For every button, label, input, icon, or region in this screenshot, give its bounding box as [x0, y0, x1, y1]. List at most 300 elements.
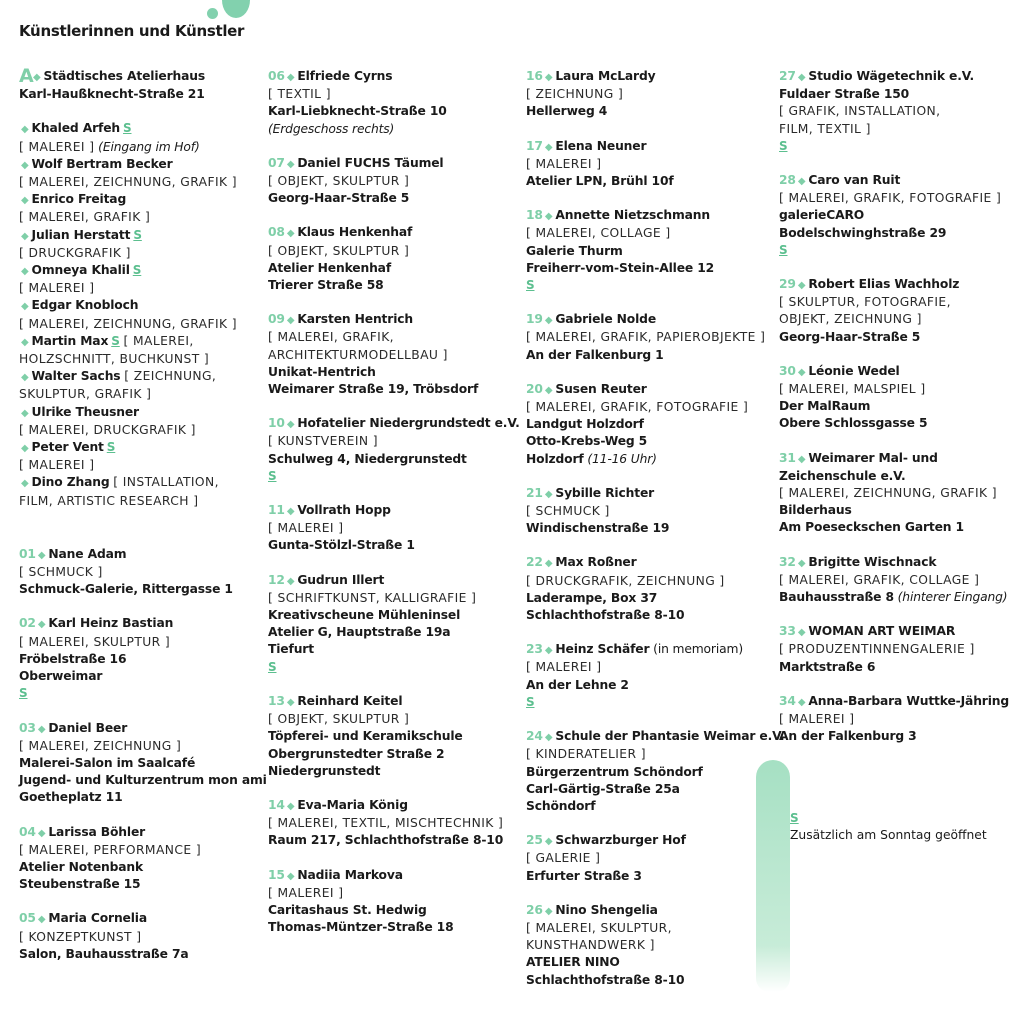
- entry-number: 13: [268, 693, 285, 708]
- artist-entry-12: [268, 572, 516, 676]
- artist-category: [ MALEREI ]: [268, 521, 344, 536]
- artist-address: Weimarer Straße 19, Tröbsdorf: [268, 382, 479, 397]
- artist-entry-15: [268, 867, 516, 937]
- artist-entry-28: [779, 172, 1009, 259]
- diamond-icon: ◆: [797, 176, 806, 188]
- entry-number: 19: [526, 312, 543, 327]
- artist-category: [ MALEREI, GRAFIK, PAPIEROBJEKTE ]: [526, 330, 766, 345]
- artist-category: [ MALEREI ]: [779, 712, 855, 727]
- artist-address: Marktstraße 6: [779, 659, 876, 674]
- entry-number: 05: [19, 911, 36, 926]
- diamond-icon: ◆: [544, 836, 553, 848]
- artist-address: Oberweimar: [19, 669, 103, 684]
- artist-entry-13: [268, 693, 516, 780]
- artist-category: [ MALEREI, SKULPTUR,: [526, 920, 672, 935]
- entry-number: 17: [526, 138, 543, 153]
- diamond-icon: ◆: [21, 443, 29, 455]
- entry-number: 08: [268, 225, 285, 240]
- artist-name: Dino Zhang: [31, 475, 110, 490]
- artist-category: [ OBJEKT, SKULPTUR ]: [268, 243, 410, 258]
- artist-address: Schöndorf: [526, 798, 596, 813]
- diamond-icon: ◆: [544, 558, 553, 570]
- artist-entry-27: [779, 68, 1009, 155]
- artist-category: SKULPTUR, GRAFIK ]: [19, 387, 152, 402]
- diamond-icon: ◆: [21, 159, 29, 171]
- entry-number: 10: [268, 416, 285, 431]
- artist-name: Peter Vent: [31, 440, 104, 455]
- artist-category: [ MALEREI, GRAFIK,: [268, 330, 394, 345]
- artist-address: An der Falkenburg 1: [526, 347, 664, 362]
- entry-number: 11: [268, 503, 285, 518]
- entry-number: 22: [526, 555, 543, 570]
- diamond-icon: ◆: [286, 419, 295, 431]
- artist-name: Eva-Maria König: [297, 797, 408, 812]
- column-4: [779, 68, 1009, 763]
- artist-address: Bodelschwinghstraße 29: [779, 225, 947, 240]
- artist-entry-20: [526, 381, 774, 468]
- diamond-icon: ◆: [21, 230, 29, 242]
- artist-entry-22: [526, 554, 774, 624]
- entry-number: 20: [526, 381, 543, 396]
- artist-name: Elena Neuner: [555, 138, 647, 153]
- artist-name: Hofatelier Niedergrundstedt e.V.: [297, 416, 520, 431]
- entry-number: 25: [526, 833, 543, 848]
- artist-name: Khaled Arfeh: [31, 121, 120, 136]
- artist-list: [19, 120, 254, 509]
- diamond-icon: ◆: [286, 72, 295, 83]
- sunday-icon: S: [526, 694, 535, 709]
- artist-name: Daniel FUCHS Täumel: [297, 155, 444, 170]
- artist-name: Nane Adam: [48, 546, 127, 561]
- artist-name: Elfriede Cyrns: [297, 69, 393, 83]
- entry-number: 28: [779, 173, 796, 188]
- artist-name: Léonie Wedel: [808, 363, 900, 378]
- artist-entry-30: [779, 363, 1009, 433]
- artist-entry-16: [526, 68, 774, 121]
- artist-entry-06: [268, 68, 516, 138]
- entry-number: 34: [779, 693, 796, 708]
- artist-note: (Eingang im Hof): [98, 139, 200, 154]
- artist-category: [ ZEICHNUNG,: [124, 369, 217, 384]
- artist-note: (Erdgeschoss rechts): [268, 121, 395, 136]
- diamond-icon: ◆: [286, 800, 295, 812]
- artist-category: [ KUNSTVEREIN ]: [268, 434, 378, 449]
- entry-number: 30: [779, 363, 796, 378]
- artist-entry-26: [526, 902, 774, 989]
- artist-category: [ OBJEKT, SKULPTUR ]: [268, 174, 410, 189]
- artist-address: Schmuck-Galerie, Rittergasse 1: [19, 582, 233, 597]
- diamond-icon: ◆: [286, 158, 295, 170]
- atelierhaus-entry: [19, 65, 254, 103]
- artist-name: Susen Reuter: [555, 381, 647, 396]
- entry-number: 07: [268, 155, 285, 170]
- artist-address: Jugend- und Kulturzentrum mon ami: [19, 773, 267, 788]
- artist-category: [ MALEREI ]: [19, 458, 95, 473]
- artist-category: [ MALEREI, ZEICHNUNG, GRAFIK ]: [19, 316, 237, 331]
- artist-name: Enrico Freitag: [31, 192, 127, 207]
- artist-category: OBJEKT, ZEICHNUNG ]: [779, 312, 922, 327]
- entry-number: 33: [779, 624, 796, 639]
- legend: [790, 810, 987, 844]
- green-brush-stroke: [756, 760, 790, 992]
- artist-category: [ PRODUZENTINNENGALERIE ]: [779, 642, 975, 657]
- artist-category: [ OBJEKT, SKULPTUR ]: [268, 712, 410, 727]
- artist-address: Niedergrunstedt: [268, 763, 381, 778]
- diamond-icon: ◆: [37, 549, 46, 561]
- column-1: [19, 65, 267, 980]
- artist-address: Windischenstraße 19: [526, 521, 670, 536]
- artist-address: galerieCARO: [779, 208, 865, 223]
- artist-category: [ MALEREI ]: [526, 156, 602, 171]
- diamond-icon: ◆: [21, 407, 29, 419]
- artist-name: Edgar Knobloch: [31, 298, 139, 313]
- legend-text: Zusätzlich am Sonntag geöffnet: [790, 828, 987, 842]
- artist-address: Galerie Thurm: [526, 243, 623, 258]
- artist-address: Fröbelstraße 16: [19, 651, 127, 666]
- sunday-icon: S: [19, 686, 28, 701]
- artist-entry-31: [779, 450, 1009, 537]
- sunday-icon: S: [123, 121, 132, 136]
- artist-category: [ INSTALLATION,: [113, 475, 219, 490]
- diamond-icon: ◆: [33, 72, 41, 83]
- artist-category: ARCHITEKTURMODELLBAU ]: [268, 347, 448, 362]
- artist-entry-07: [268, 155, 516, 208]
- artist-category: [ MALEREI, COLLAGE ]: [526, 226, 671, 241]
- artist-category: [ MALEREI, GRAFIK, COLLAGE ]: [779, 572, 980, 587]
- artist-address: Georg-Haar-Straße 5: [268, 191, 410, 206]
- artist-address: Atelier G, Hauptstraße 19a: [268, 625, 451, 640]
- diamond-icon: ◆: [797, 696, 806, 708]
- artist-address: ATELIER NINO: [526, 955, 620, 970]
- column-2: [268, 68, 520, 953]
- artist-entry-08: [268, 224, 516, 294]
- artist-name: Klaus Henkenhaf: [297, 225, 413, 240]
- artist-name: Karsten Hentrich: [297, 312, 414, 327]
- artist-address: Kreativscheune Mühleninsel: [268, 608, 461, 623]
- artist-address: Töpferei- und Keramikschule: [268, 729, 463, 744]
- entry-number: 32: [779, 554, 796, 569]
- artist-address: Holzdorf: [526, 451, 584, 466]
- diamond-icon: ◆: [21, 124, 29, 136]
- artist-name: Zeichenschule e.V.: [779, 468, 906, 483]
- entry-number: 23: [526, 642, 543, 657]
- artist-entry-17: [526, 138, 774, 191]
- artist-category: [ MALEREI, ZEICHNUNG ]: [19, 738, 182, 753]
- diamond-icon: ◆: [544, 732, 553, 744]
- diamond-icon: ◆: [544, 211, 553, 223]
- artist-address: An der Lehne 2: [526, 677, 629, 692]
- artist-category: [ SCHMUCK ]: [19, 565, 103, 580]
- artist-entry-32: [779, 554, 1009, 607]
- artist-category: [ KINDERATELIER ]: [526, 747, 646, 762]
- sunday-icon: S: [132, 263, 142, 278]
- diamond-icon: ◆: [286, 575, 295, 587]
- artist-address: Raum 217, Schlachthofstraße 8-10: [268, 833, 504, 848]
- diamond-icon: ◆: [544, 72, 553, 83]
- diamond-icon: ◆: [797, 280, 806, 292]
- sunday-icon: S: [790, 811, 799, 825]
- artist-address: Otto-Krebs-Weg 5: [526, 434, 648, 449]
- entry-number: 18: [526, 208, 543, 223]
- entry-number: 15: [268, 867, 285, 882]
- entry-number: 24: [526, 729, 543, 744]
- artist-category: [ ZEICHNUNG ]: [526, 87, 624, 102]
- diamond-icon: ◆: [797, 453, 806, 465]
- artist-address: Bilderhaus: [779, 503, 852, 518]
- artist-address: Trierer Straße 58: [268, 278, 384, 293]
- entry-number: 06: [268, 69, 285, 83]
- artist-address: Carl-Gärtig-Straße 25a: [526, 781, 680, 796]
- diamond-icon: ◆: [544, 141, 553, 153]
- entry-number: 09: [268, 312, 285, 327]
- diamond-icon: ◆: [286, 506, 295, 518]
- artist-category: [ DRUCKGRAFIK ]: [19, 245, 131, 260]
- artist-name: Larissa Böhler: [48, 824, 146, 839]
- entry-number: 26: [526, 902, 543, 917]
- artist-address: Schlachthofstraße 8-10: [526, 608, 685, 623]
- venue-address: Karl-Haußknecht-Straße 21: [19, 87, 205, 102]
- artist-address: Atelier LPN, Brühl 10f: [526, 174, 674, 189]
- artist-name: Studio Wägetechnik e.V.: [808, 69, 975, 83]
- sunday-icon: S: [106, 440, 116, 455]
- diamond-icon: ◆: [37, 723, 46, 735]
- artist-category: [ MALEREI, ZEICHNUNG, GRAFIK ]: [19, 175, 237, 190]
- artist-entry-03: [19, 720, 267, 807]
- artist-name: Ulrike Theusner: [31, 404, 139, 419]
- diamond-icon: ◆: [544, 315, 553, 327]
- artist-entry-05: [19, 910, 254, 963]
- artist-name: Anna-Barbara Wuttke-Jähring: [808, 693, 1010, 708]
- artist-entry-04: [19, 824, 254, 894]
- artist-address: Schlachthofstraße 8-10: [526, 972, 685, 987]
- artist-category: [ MALEREI, ZEICHNUNG, GRAFIK ]: [779, 486, 997, 501]
- artist-address: Caritashaus St. Hedwig: [268, 902, 427, 917]
- sunday-icon: S: [268, 468, 277, 483]
- entry-number: 31: [779, 450, 796, 465]
- artist-name: Laura McLardy: [555, 69, 656, 83]
- artist-category: [ MALEREI, GRAFIK ]: [19, 210, 151, 225]
- artist-entry-09: [268, 311, 516, 398]
- artist-address: Bürgerzentrum Schöndorf: [526, 764, 703, 779]
- green-blob-decoration: [207, 8, 218, 19]
- artist-name: Schwarzburger Hof: [555, 833, 686, 848]
- diamond-icon: ◆: [797, 72, 806, 83]
- artist-address: Tiefurt: [268, 642, 314, 657]
- diamond-icon: ◆: [286, 696, 295, 708]
- artist-category: KUNSTHANDWERK ]: [526, 938, 655, 953]
- artist-address: Obergrunstedter Straße 2: [268, 746, 445, 761]
- sunday-icon: S: [268, 659, 277, 674]
- green-blob-decoration: [222, 0, 250, 18]
- diamond-icon: ◆: [21, 372, 29, 384]
- artist-name: Annette Nietzschmann: [555, 208, 710, 223]
- artist-name: Weimarer Mal- und: [808, 450, 938, 465]
- artist-name: Wolf Bertram Becker: [31, 156, 173, 171]
- entry-number: 02: [19, 616, 36, 631]
- artist-category: [ MALEREI,: [123, 333, 194, 348]
- diamond-icon: ◆: [797, 557, 806, 569]
- page-title: Künstlerinnen und Künstler: [19, 22, 245, 40]
- diamond-icon: ◆: [544, 488, 553, 500]
- artist-category: [ MALEREI, TEXTIL, MISCHTECHNIK ]: [268, 816, 504, 831]
- artist-category: [ MALEREI, GRAFIK, FOTOGRAFIE ]: [526, 400, 749, 415]
- artist-category: [ DRUCKGRAFIK, ZEICHNUNG ]: [526, 573, 725, 588]
- artist-name: Daniel Beer: [48, 720, 128, 735]
- artist-name: Walter Sachs: [31, 369, 121, 384]
- diamond-icon: ◆: [21, 266, 29, 278]
- sunday-icon: S: [526, 278, 535, 293]
- artist-name: Heinz Schäfer: [555, 642, 650, 657]
- artist-category: [ GRAFIK, INSTALLATION,: [779, 104, 941, 119]
- artist-category: [ SCHMUCK ]: [526, 504, 610, 519]
- artist-name: Karl Heinz Bastian: [48, 616, 174, 631]
- entry-number: 27: [779, 69, 796, 83]
- artist-name: Sybille Richter: [555, 485, 655, 500]
- artist-entry-34: [779, 693, 1009, 746]
- artist-name: Reinhard Keitel: [297, 693, 403, 708]
- sunday-icon: S: [111, 333, 120, 348]
- artist-name: Martin Max: [31, 333, 109, 348]
- artist-category: [ MALEREI, SKULPTUR ]: [19, 634, 171, 649]
- artist-name: Schule der Phantasie Weimar e.V.: [555, 729, 785, 744]
- artist-category: [ MALEREI ]: [526, 660, 602, 675]
- artist-address: Salon, Bauhausstraße 7a: [19, 946, 189, 961]
- artist-entry-23: [526, 641, 774, 711]
- artist-category: [ MALEREI ]: [19, 139, 95, 154]
- artist-category: [ MALEREI ]: [268, 885, 344, 900]
- artist-name: Gudrun Illert: [297, 572, 385, 587]
- artist-address: Thomas-Müntzer-Straße 18: [268, 920, 454, 935]
- diamond-icon: ◆: [286, 870, 295, 882]
- artist-address: Fuldaer Straße 150: [779, 87, 910, 102]
- entry-number: 12: [268, 572, 285, 587]
- artist-entry-21: [526, 485, 774, 538]
- artist-address: Gunta-Stölzl-Straße 1: [268, 538, 415, 553]
- artist-name: Maria Cornelia: [48, 911, 148, 926]
- artist-address: Goetheplatz 11: [19, 790, 123, 805]
- artist-name: Vollrath Hopp: [297, 503, 391, 518]
- artist-note: (11-16 Uhr): [587, 451, 657, 466]
- entry-number: 29: [779, 277, 796, 292]
- artist-address: Atelier Notenbank: [19, 859, 144, 874]
- artist-entry-01: [19, 546, 254, 599]
- entry-number: 01: [19, 546, 36, 561]
- column-3: [526, 68, 785, 1006]
- artist-category: [ MALEREI, DRUCKGRAFIK ]: [19, 422, 196, 437]
- artist-name: Omneya Khalil: [31, 263, 130, 278]
- artist-address: Malerei-Salon im Saalcafé: [19, 755, 196, 770]
- artist-category: [ TEXTIL ]: [268, 87, 331, 102]
- artist-address: An der Falkenburg 3: [779, 729, 917, 744]
- diamond-icon: ◆: [21, 195, 29, 207]
- diamond-icon: ◆: [37, 827, 46, 839]
- artist-entry-18: [526, 207, 774, 294]
- artist-address: Unikat-Hentrich: [268, 364, 376, 379]
- artist-address: Der MalRaum: [779, 399, 871, 414]
- artist-entry-25: [526, 832, 774, 885]
- artist-category: [ SCHRIFTKUNST, KALLIGRAFIE ]: [268, 590, 477, 605]
- artist-entry-02: [19, 615, 254, 702]
- artist-category: [ MALEREI, MALSPIEL ]: [779, 382, 926, 397]
- artist-note: (hinterer Eingang): [897, 590, 1008, 605]
- sunday-icon: S: [779, 242, 788, 257]
- sunday-icon: S: [779, 138, 788, 153]
- artist-entry-33: [779, 623, 1009, 676]
- diamond-icon: ◆: [286, 228, 295, 240]
- artist-name: Nino Shengelia: [555, 902, 658, 917]
- artist-category: HOLZSCHNITT, BUCHKUNST ]: [19, 352, 210, 367]
- artist-entry-10: [268, 415, 520, 485]
- diamond-icon: ◆: [797, 366, 806, 378]
- artist-entry-24: [526, 728, 785, 815]
- entry-number: 03: [19, 720, 36, 735]
- artist-address: Schulweg 4, Niedergrunstedt: [268, 451, 467, 466]
- artist-name: WOMAN ART WEIMAR: [808, 624, 956, 639]
- artist-name: Caro van Ruit: [808, 173, 901, 188]
- artist-address: Am Poeseckschen Garten 1: [779, 520, 964, 535]
- artist-entry-14: [268, 797, 516, 850]
- artist-category: FILM, ARTISTIC RESEARCH ]: [19, 493, 199, 508]
- diamond-icon: ◆: [286, 315, 295, 327]
- artist-category: [ SKULPTUR, FOTOGRAFIE,: [779, 295, 951, 310]
- artist-name: Nadiia Markova: [297, 867, 403, 882]
- artist-entry-11: [268, 502, 516, 555]
- artist-entry-19: [526, 311, 774, 364]
- artist-address: Georg-Haar-Straße 5: [779, 329, 921, 344]
- artist-category: [ KONZEPTKUNST ]: [19, 929, 142, 944]
- artist-name: Julian Herstatt: [31, 227, 131, 242]
- diamond-icon: ◆: [544, 645, 553, 657]
- venue-name: Städtisches Atelierhaus: [43, 69, 206, 83]
- diamond-icon: ◆: [544, 384, 553, 396]
- artist-name: Robert Elias Wachholz: [808, 277, 960, 292]
- artist-address: Landgut Holzdorf: [526, 417, 644, 432]
- diamond-icon: ◆: [37, 914, 46, 926]
- artist-note: (in memoriam): [653, 642, 743, 657]
- diamond-icon: ◆: [544, 905, 553, 917]
- entry-number: 04: [19, 824, 36, 839]
- artist-name: Brigitte Wischnack: [808, 554, 937, 569]
- artist-entry-29: [779, 276, 1009, 346]
- entry-number: 16: [526, 69, 543, 83]
- artist-name: Gabriele Nolde: [555, 312, 657, 327]
- artist-category: [ MALEREI ]: [19, 281, 95, 296]
- diamond-icon: ◆: [797, 627, 806, 639]
- artist-address: Hellerweg 4: [526, 104, 608, 119]
- artist-address: Karl-Liebknecht-Straße 10: [268, 104, 447, 119]
- diamond-icon: ◆: [21, 336, 29, 348]
- entry-number: 21: [526, 485, 543, 500]
- artist-category: [ MALEREI, GRAFIK, FOTOGRAFIE ]: [779, 191, 1002, 206]
- diamond-icon: ◆: [21, 478, 29, 490]
- diamond-icon: ◆: [37, 619, 46, 631]
- sunday-icon: S: [133, 227, 142, 242]
- artist-category: [ GALERIE ]: [526, 851, 601, 866]
- artist-address: Atelier Henkenhaf: [268, 260, 392, 275]
- artist-address: Erfurter Straße 3: [526, 868, 642, 883]
- artist-category: FILM, TEXTIL ]: [779, 121, 871, 136]
- artist-address: Obere Schlossgasse 5: [779, 416, 928, 431]
- artist-category: [ MALEREI, PERFORMANCE ]: [19, 842, 202, 857]
- artist-address: Steubenstraße 15: [19, 877, 141, 892]
- diamond-icon: ◆: [21, 301, 29, 313]
- letter-a-icon: A: [19, 65, 34, 87]
- artist-address: Freiherr-vom-Stein-Allee 12: [526, 260, 715, 275]
- artist-address: Bauhausstraße 8: [779, 590, 894, 605]
- artist-name: Max Roßner: [555, 555, 637, 570]
- artist-address: Laderampe, Box 37: [526, 590, 658, 605]
- entry-number: 14: [268, 797, 285, 812]
